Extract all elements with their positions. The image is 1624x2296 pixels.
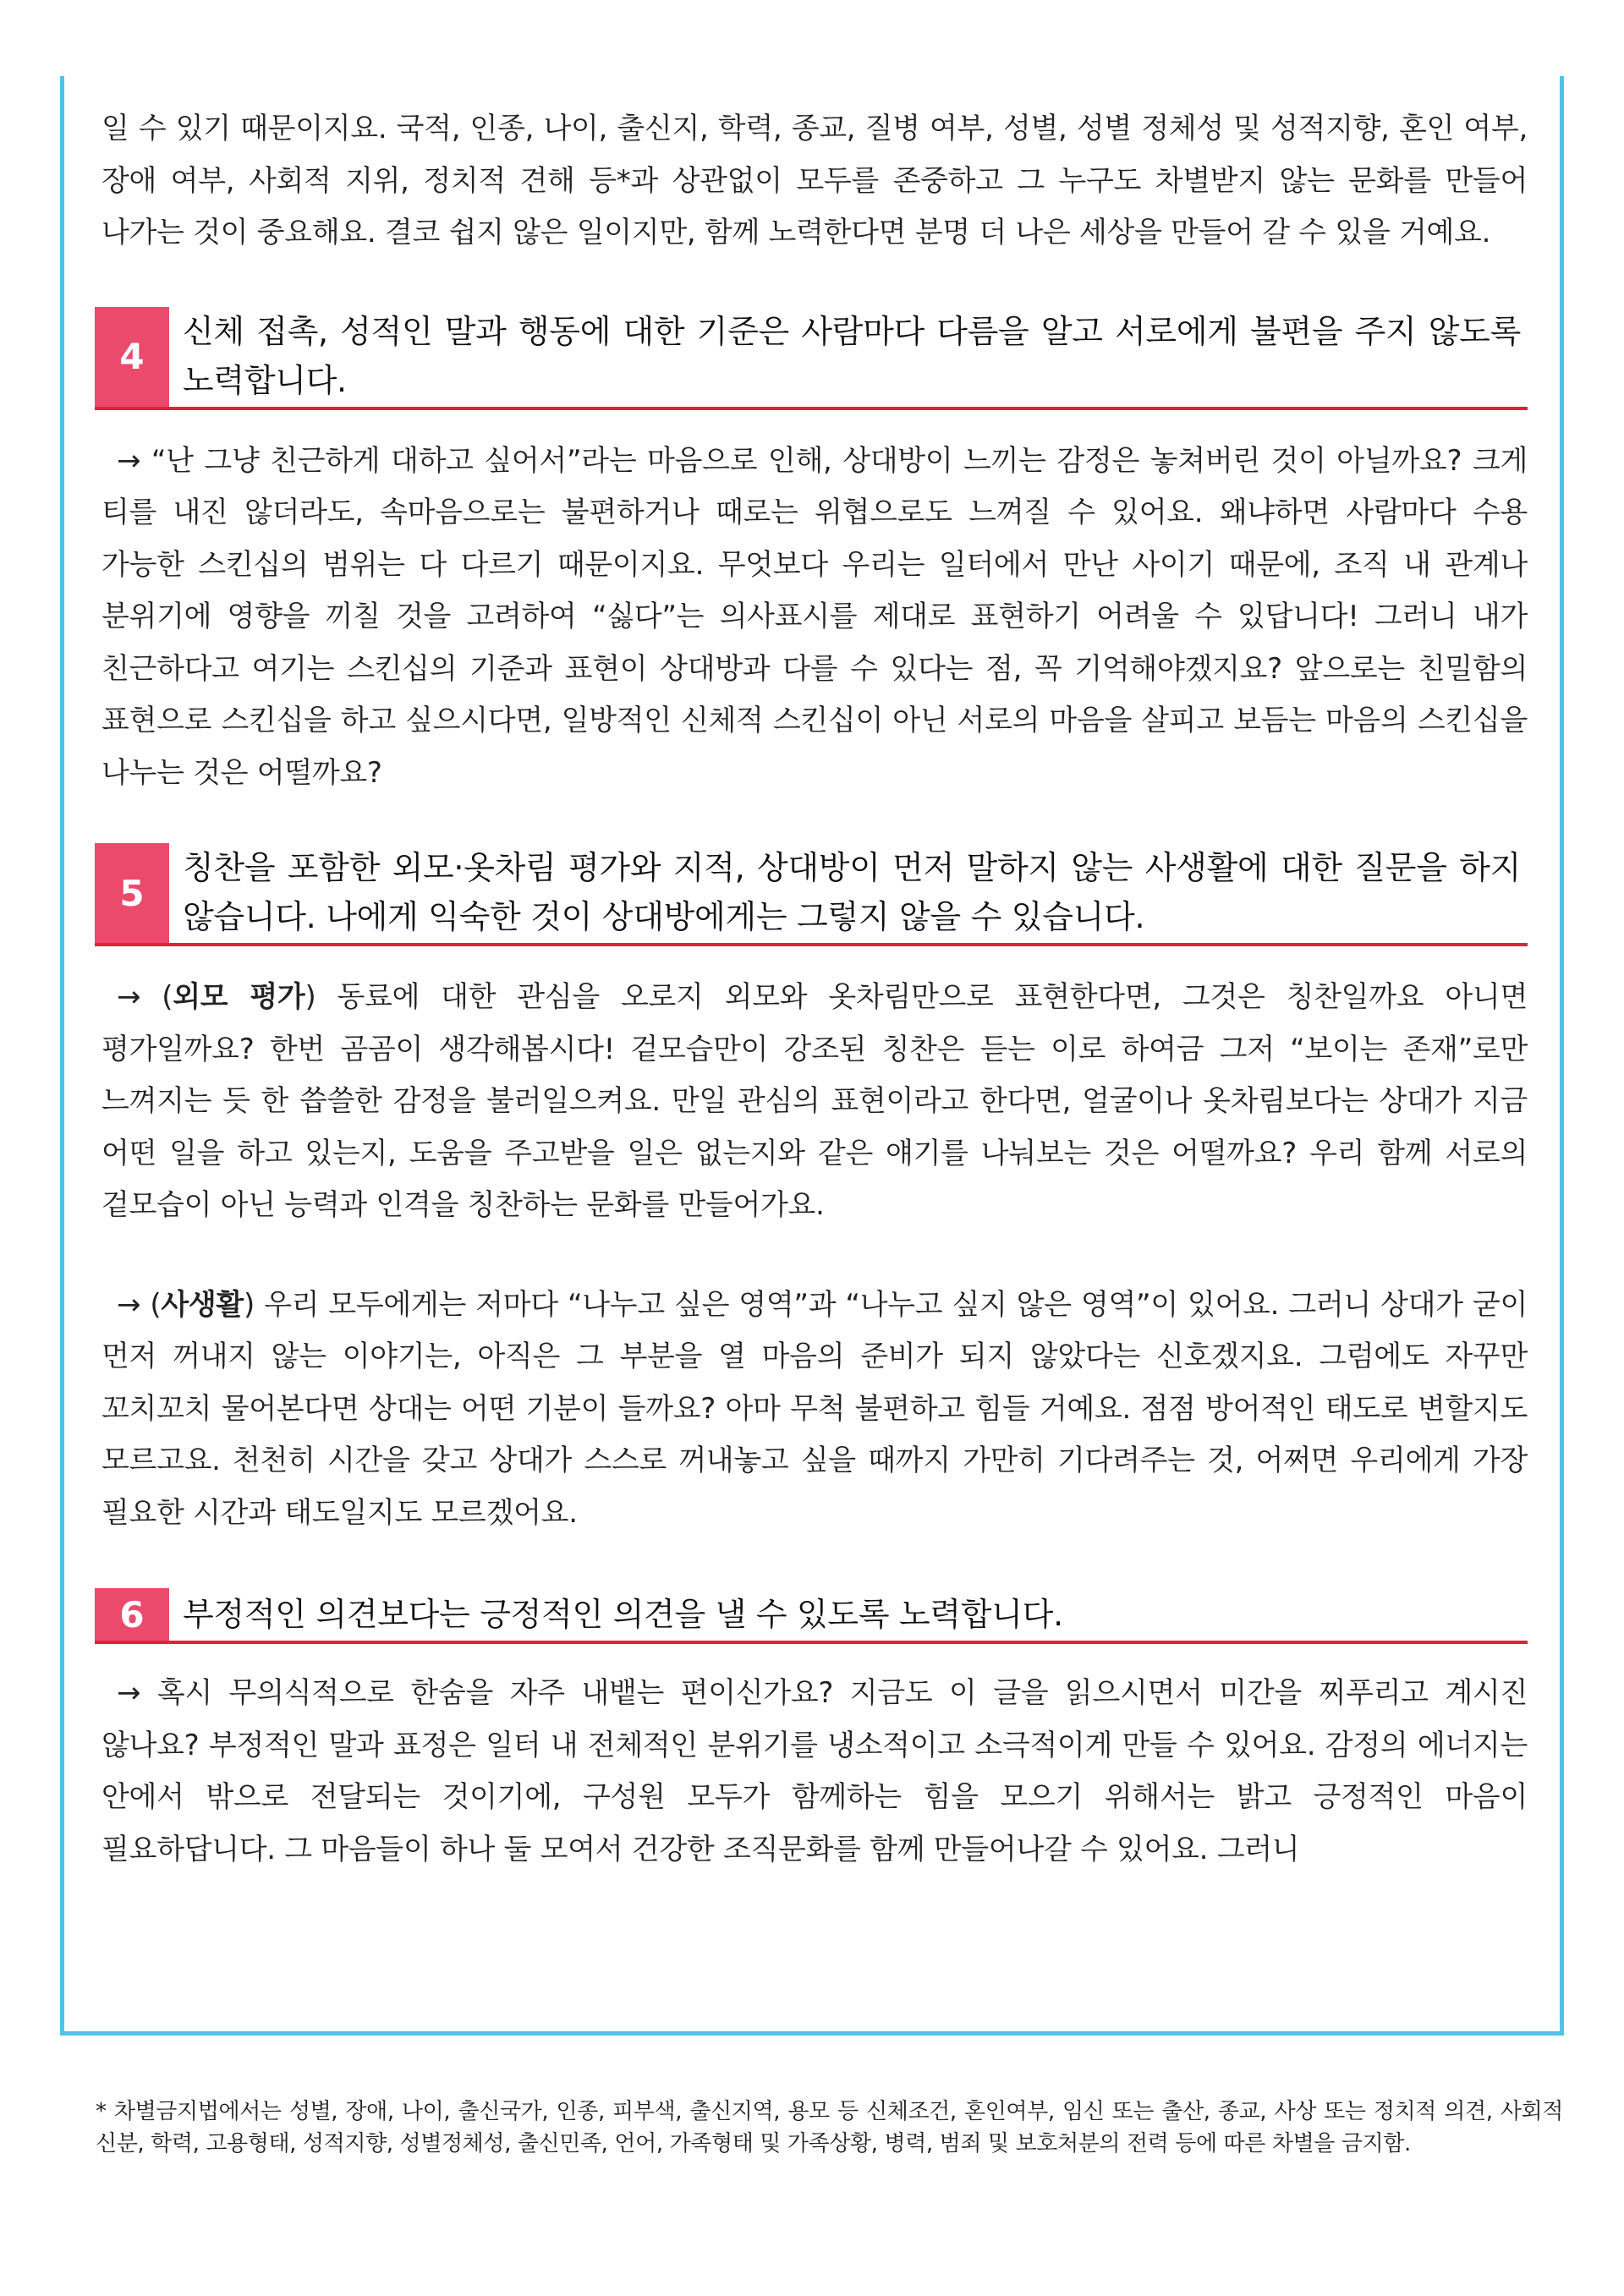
section-heading: 칭찬을 포함한 외모·옷차림 평가와 지적, 상대방이 먼저 말하지 않는 사생활에 대한 질문을 하지 않습니다. 나에게 익숙한 것이 상대방에게는 그렇지 않을 수 있습니다. bbox=[183, 849, 1521, 935]
section-6-header bbox=[95, 1588, 1528, 1644]
section-heading: 신체 접촉, 성적인 말과 행동에 대한 기준은 사람마다 다름을 알고 서로에게 불편을 주지 않도록 노력합니다. bbox=[183, 312, 1521, 399]
footnote: * 차별금지법에서는 성별, 장애, 나이, 출신국가, 인종, 피부색, 출신지역, 용모 등 신체조건, 혼인여부, 임신 또는 출산, 종교, 사상 또는 정치적 의견, 사회적 신분, 학력, 고용형태, 성적지향, 성별정체성, 출신민족, 언어, 가족형태 및 가족상황, 병력, 범죄 및 보호처분의 전력 등에 따른 차별을 금지함. bbox=[96, 2099, 1563, 2156]
paragraph-prefix: → ( bbox=[117, 980, 173, 1014]
paragraph-text: ) 우리 모두에게는 저마다 “나누고 싶은 영역”과 “나누고 싶지 않은 영역”이 있어요. 그러니 상대가 굳이 먼저 꺼내지 않는 이야기는, 아직은 그 부분을 열 마음의 준비가 되지 않았다는 신호겠지요. 그럼에도 자꾸만 꼬치꼬치 물어본다면 상대는 어떤 기분이 들까요? 아마 무척 불편하고 힘들 거예요. 점점 방어적인 태도로 변할지도 모르고요. 천천히 시간을 갖고 상대가 스스로 꺼내놓고 싶을 때까지 가만히 기다려주는 것, 어쩌면 우리에게 가장 필요한 시간과 태도일지도 모르겠어요. bbox=[102, 1287, 1528, 1530]
section-4-header bbox=[95, 307, 1528, 410]
paragraph-prefix: → ( bbox=[117, 1287, 162, 1322]
topic-label-privacy: 사생활 bbox=[161, 1287, 244, 1322]
section-heading: 부정적인 의견보다는 긍정적인 의견을 낼 수 있도록 노력합니다. bbox=[183, 1596, 1063, 1633]
main-content bbox=[102, 103, 1528, 1876]
section-number-badge: 5 bbox=[95, 843, 169, 943]
privacy-paragraph bbox=[102, 1280, 1528, 1540]
section-6-paragraph: → 혹시 무의식적으로 한숨을 자주 내뱉는 편이신가요? 지금도 이 글을 읽으시면서 미간을 찌푸리고 계시진 않나요? 부정적인 말과 표정은 일터 내 전체적인 분위기를 냉소적이고 소극적이게 만들 수 있어요. 감정의 에너지는 안에서 밖으로 전달되는 것이기에, 구성원 모두가 함께하는 힘을 모으기 위해서는 밝고 긍정적인 마음이 필요하답니다. 그 마음들이 하나 둘 모여서 건강한 조직문화를 함께 만들어나갈 수 있어요. 그러니 bbox=[102, 1676, 1528, 1866]
intro-paragraph: 일 수 있기 때문이지요. 국적, 인종, 나이, 출신지, 학력, 종교, 질병 여부, 성별, 성별 정체성 및 성적지향, 혼인 여부, 장애 여부, 사회적 지위, 정치적 견해 등*과 상관없이 모두를 존중하고 그 누구도 차별받지 않는 문화를 만들어 나가는 것이 중요해요. 결코 쉽지 않은 일이지만, 함께 노력한다면 분명 더 나은 세상을 만들어 갈 수 있을 거예요. bbox=[102, 112, 1528, 249]
section-number-badge: 6 bbox=[95, 1588, 169, 1641]
paragraph-text: ) 동료에 대한 관심을 오로지 외모와 옷차림만으로 표현한다면, 그것은 칭찬일까요 아니면 평가일까요? 한번 곰곰이 생각해봅시다! 겉모습만이 강조된 칭찬은 듣는 이로 하여금 그저 “보이는 존재”로만 느껴지는 듯 한 씁쓸한 감정을 불러일으켜요. 만일 관심의 표현이라고 한다면, 얼굴이나 옷차림보다는 상대가 지금 어떤 일을 하고 있는지, 도움을 주고받을 일은 없는지와 같은 얘기를 나눠보는 것은 어떨까요? 우리 함께 서로의 겉모습이 아닌 능력과 인격을 칭찬하는 문화를 만들어가요. bbox=[102, 980, 1528, 1222]
section-4-paragraph: → “난 그냥 친근하게 대하고 싶어서”라는 마음으로 인해, 상대방이 느끼는 감정은 놓쳐버린 것이 아닐까요? 크게 티를 내진 않더라도, 속마음으로는 불편하거나 때로는 위협으로도 느껴질 수 있어요. 왜냐하면 사람마다 수용 가능한 스킨십의 범위는 다 다르기 때문이지요. 무엇보다 우리는 일터에서 만난 사이기 때문에, 조직 내 관계나 분위기에 영향을 끼칠 것을 고려하여 “싫다”는 의사표시를 제대로 표현하기 어려울 수 있답니다! 그러니 내가 친근하다고 여기는 스킨십의 기준과 표현이 상대방과 다를 수 있다는 점, 꼭 기억해야겠지요? 앞으로는 친밀함의 표현으로 스킨십을 하고 싶으시다면, 일방적인 신체적 스킨십이 아닌 서로의 마음을 살피고 보듬는 마음의 스킨십을 나누는 것은 어떨까요? bbox=[102, 443, 1528, 790]
appearance-paragraph bbox=[102, 972, 1528, 1232]
section-number-badge: 4 bbox=[95, 307, 169, 407]
topic-label-appearance: 외모 평가 bbox=[173, 980, 305, 1014]
section-5-header bbox=[95, 843, 1528, 946]
